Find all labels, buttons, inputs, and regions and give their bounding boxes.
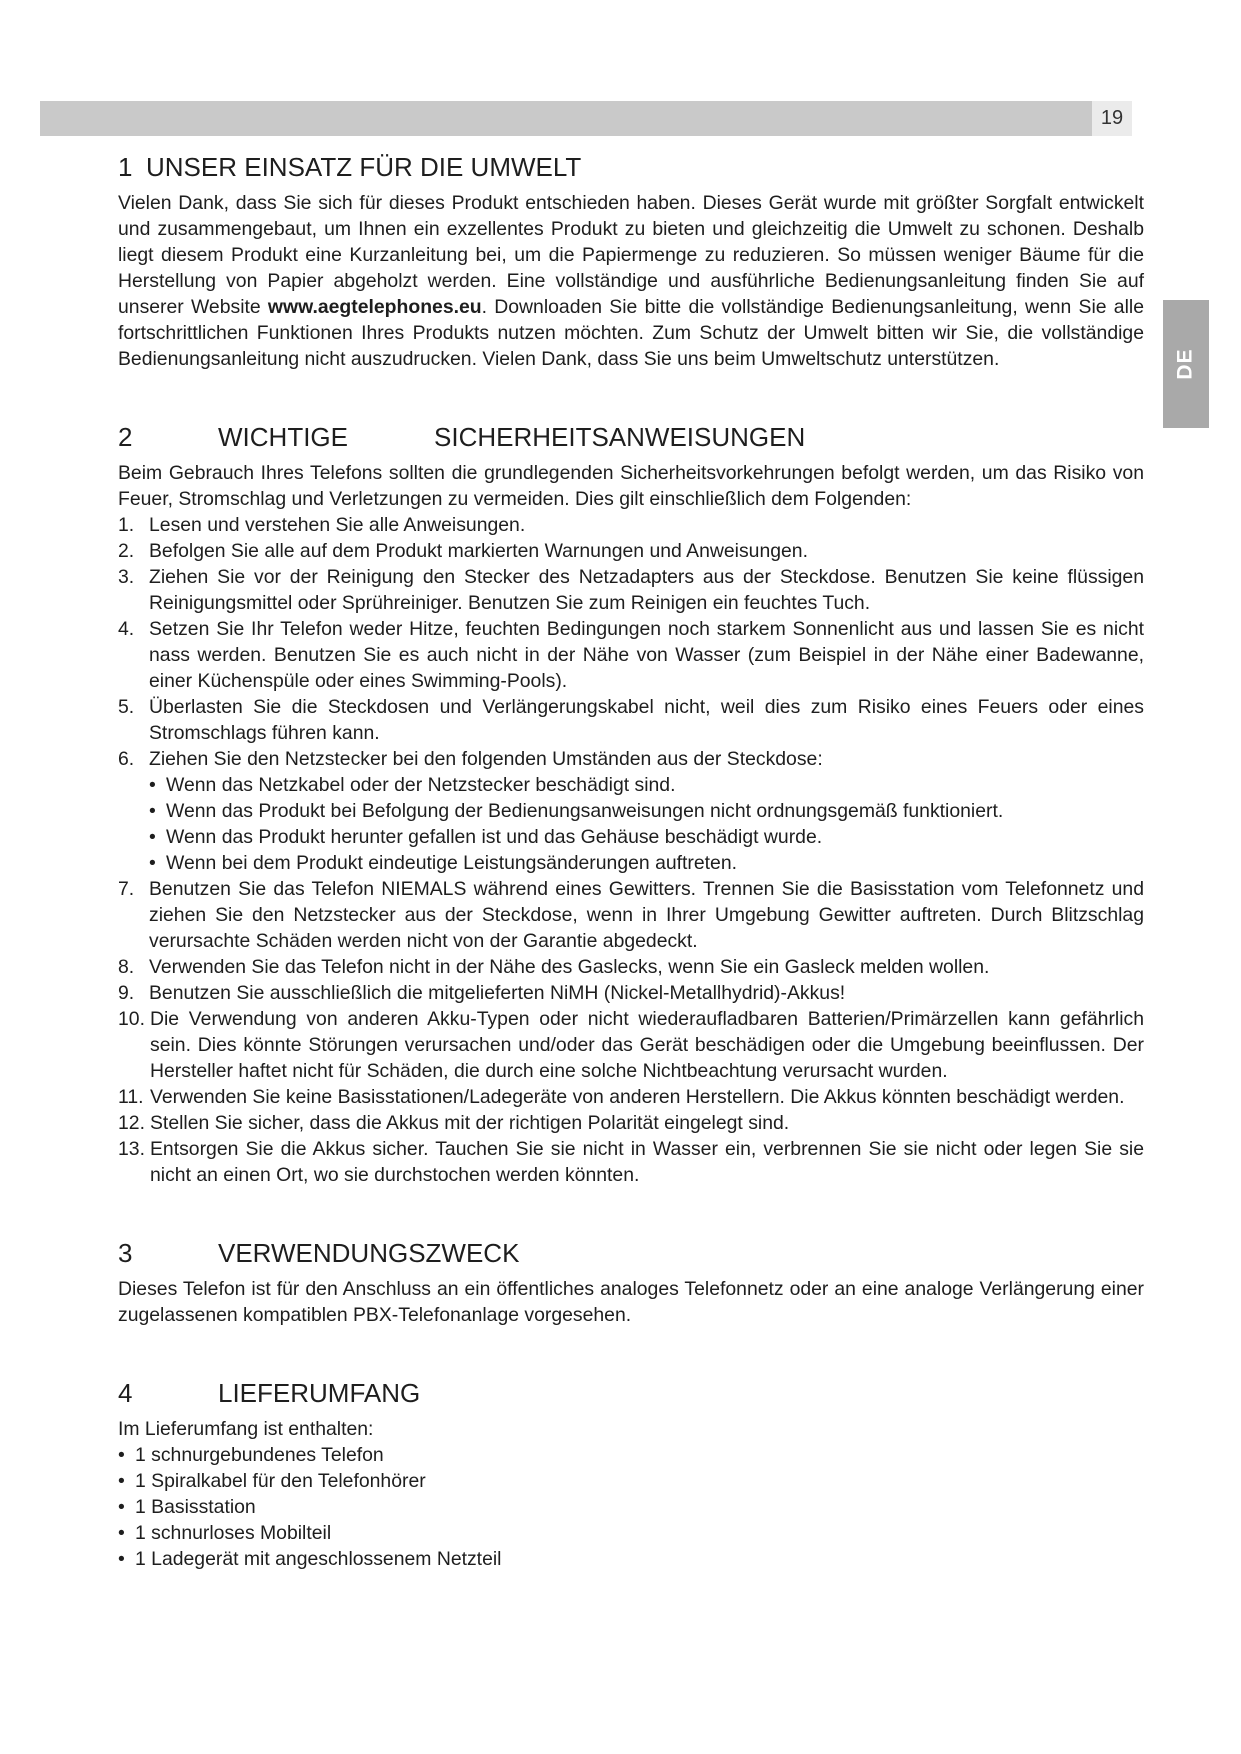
- list-item: [118, 564, 1144, 616]
- section-4-heading: [118, 1376, 1144, 1410]
- section-1-text-before: Vielen Dank, dass Sie sich für dieses Produkt entschieden haben. Dieses Gerät wurde mit größter Sorgfalt entwickelt und zusammengebaut, um Ihnen ein exzellentes Produkt zu bieten und gleichzeitig die Umwelt zu schonen. Deshalb liegt diesem Produkt eine Kurzanleitung bei, um die Papiermenge zu reduzieren. So müssen weniger Bäume für die Herstellung von Papier abgeholzt werden. Eine vollständige und ausführliche Bedienungsanleitung finden Sie auf unserer Website: [118, 192, 1144, 318]
- list-item-number: 8.: [118, 956, 135, 978]
- section-2-title-word2: SICHERHEITSANWEISUNGEN: [434, 422, 806, 452]
- package-item: • 1 Spiralkabel für den Telefonhörer: [118, 1468, 1144, 1494]
- list-item-number: 5.: [118, 696, 135, 718]
- sub-list-item: • Wenn das Netzkabel oder der Netzstecker beschädigt sind.: [149, 772, 1144, 798]
- list-item-number: 2.: [118, 540, 135, 562]
- list-item-number: 9.: [118, 982, 135, 1004]
- section-intended-use: [118, 1236, 1144, 1328]
- list-item: [118, 1136, 1144, 1188]
- list-item: [118, 538, 1144, 564]
- section-3-number: 3: [118, 1238, 133, 1268]
- package-item: • 1 Basisstation: [118, 1494, 1144, 1520]
- list-item-number: 4.: [118, 618, 135, 640]
- language-tab: [1163, 300, 1209, 428]
- section-package-contents: [118, 1376, 1144, 1572]
- safety-list-continued: [118, 876, 1144, 1188]
- package-item: • 1 Ladegerät mit angeschlossenem Netzteil: [118, 1546, 1144, 1572]
- list-item-text: Benutzen Sie das Telefon NIEMALS während eines Gewitters. Trennen Sie die Basisstation vom Telefonnetz und ziehen Sie den Netzstecker aus der Steckdose, wenn in Ihrer Umgebung Gewitter auftreten. Durch Blitzschlag verursachte Schäden werden nicht von der Garantie abgedeckt.: [149, 878, 1144, 952]
- language-tab-label: DE: [1174, 348, 1197, 380]
- list-item-text: Ziehen Sie den Netzstecker bei den folgenden Umständen aus der Steckdose:: [149, 748, 823, 770]
- list-item-number: 12.: [118, 1112, 145, 1134]
- package-contents-list: [118, 1442, 1144, 1572]
- website-link[interactable]: www.aegtelephones.eu: [267, 296, 482, 318]
- list-item-text: Verwenden Sie keine Basisstationen/Ladegeräte von anderen Herstellern. Die Akkus könnten beschädigt werden.: [150, 1086, 1125, 1108]
- list-item-text: Befolgen Sie alle auf dem Produkt markierten Warnungen und Anweisungen.: [149, 540, 808, 562]
- list-item-number: 11.: [118, 1086, 144, 1108]
- list-item: [118, 616, 1144, 694]
- list-item: [118, 954, 1144, 980]
- list-item-text: Setzen Sie Ihr Telefon weder Hitze, feuchten Bedingungen noch starkem Sonnenlicht aus und lassen Sie es nicht nass werden. Benutzen Sie es auch nicht in der Nähe von Wasser (zum Beispiel in der Nähe einer Badewanne, einer Küchenspüle oder eines Swimming-Pools).: [149, 618, 1144, 692]
- section-4-intro: Im Lieferumfang ist enthalten:: [118, 1418, 374, 1440]
- section-2-number: 2: [118, 422, 133, 452]
- section-3-heading: [118, 1236, 1144, 1270]
- list-item-text: Die Verwendung von anderen Akku-Typen oder nicht wiederaufladbaren Batterien/Primärzellen kann gefährlich sein. Dies könnte Störungen verursachen und/oder das Gerät beschädigen oder die Umgebung beeinflussen. Der Hersteller haftet nicht für Schäden, die durch eine solche Nichtbeachtung verursacht wurden.: [150, 1008, 1144, 1082]
- list-item-text: Benutzen Sie ausschließlich die mitgelieferten NiMH (Nickel-Metallhydrid)-Akkus!: [149, 982, 846, 1004]
- header-bar: [40, 101, 1132, 136]
- list-item-text: Lesen und verstehen Sie alle Anweisungen.: [149, 514, 526, 536]
- section-2-heading: [118, 420, 1144, 454]
- list-item: [118, 980, 1144, 1006]
- section-3-paragraph: Dieses Telefon ist für den Anschluss an ein öffentliches analoges Telefonnetz oder an eine analoge Verlängerung einer zugelassenen kompatiblen PBX-Telefonanlage vorgesehen.: [118, 1278, 1144, 1326]
- section-1-title: UNSER EINSATZ FÜR DIE UMWELT: [146, 152, 582, 182]
- section-4-number: 4: [118, 1378, 133, 1408]
- section-3-title: VERWENDUNGSZWECK: [218, 1238, 520, 1268]
- sub-list-item: • Wenn bei dem Produkt eindeutige Leistungsänderungen auftreten.: [149, 850, 1144, 876]
- page-number: 19: [1092, 101, 1132, 136]
- list-item-text: Überlasten Sie die Steckdosen und Verlängerungskabel nicht, weil dies zum Risiko eines Feuers oder eines Stromschlags führen kann.: [149, 696, 1144, 744]
- list-item: [118, 512, 1144, 538]
- list-item-text: Ziehen Sie vor der Reinigung den Stecker des Netzadapters aus der Steckdose. Benutzen Sie keine flüssigen Reinigungsmittel oder Sprühreiniger. Benutzen Sie zum Reinigen ein feuchtes Tuch.: [149, 566, 1144, 614]
- list-item-number: 7.: [118, 878, 135, 900]
- list-item: [118, 876, 1144, 954]
- section-1-text-after: . Downloaden Sie bitte die vollständige Bedienungsanleitung, wenn Sie alle fortschrittlichen Funktionen Ihres Produkts nutzen möchten. Zum Schutz der Umwelt bitten wir Sie, die vollständige Bedienungsanleitung nicht auszudrucken. Vielen Dank, dass Sie uns beim Umweltschutz unterstützen.: [118, 296, 1144, 370]
- section-1-paragraph: [118, 190, 1144, 372]
- list-item: [118, 1110, 1144, 1136]
- section-2-intro: Beim Gebrauch Ihres Telefons sollten die grundlegenden Sicherheitsvorkehrungen befolgt werden, um das Risiko von Feuer, Stromschlag und Verletzungen zu vermeiden. Dies gilt einschließlich dem Folgenden:: [118, 462, 1144, 510]
- list-item-number: 13.: [118, 1138, 145, 1160]
- list-item-number: 10.: [118, 1008, 145, 1030]
- list-item-text: Entsorgen Sie die Akkus sicher. Tauchen Sie sie nicht in Wasser ein, verbrennen Sie sie nicht oder legen Sie sie nicht an einen Ort, wo sie durchstochen werden könnten.: [150, 1138, 1144, 1186]
- list-item: [118, 1084, 1144, 1110]
- list-item: [118, 694, 1144, 746]
- section-1-heading: [118, 150, 1144, 184]
- list-item-number: 1.: [118, 514, 135, 536]
- list-item-number: 3.: [118, 566, 135, 588]
- unplug-conditions-list: [118, 772, 1144, 876]
- list-item-number: 6.: [118, 748, 135, 770]
- package-item: • 1 schnurgebundenes Telefon: [118, 1442, 1144, 1468]
- section-2-title-word1: WICHTIGE: [218, 422, 348, 452]
- list-item-text: Verwenden Sie das Telefon nicht in der Nähe des Gaslecks, wenn Sie ein Gasleck melden wollen.: [149, 956, 990, 978]
- list-item-text: Stellen Sie sicher, dass die Akkus mit der richtigen Polarität eingelegt sind.: [150, 1112, 790, 1134]
- section-1-number: 1: [118, 152, 133, 182]
- list-item: [118, 1006, 1144, 1084]
- sub-list-item: • Wenn das Produkt herunter gefallen ist und das Gehäuse beschädigt wurde.: [149, 824, 1144, 850]
- section-safety: [118, 420, 1144, 1188]
- sub-list-item: • Wenn das Produkt bei Befolgung der Bedienungsanweisungen nicht ordnungsgemäß funktioniert.: [149, 798, 1144, 824]
- package-item: • 1 schnurloses Mobilteil: [118, 1520, 1144, 1546]
- section-4-title: LIEFERUMFANG: [218, 1378, 421, 1408]
- safety-list: [118, 512, 1144, 772]
- section-environment: [118, 150, 1144, 372]
- document-body: [118, 150, 1144, 1572]
- list-item: [118, 746, 1144, 772]
